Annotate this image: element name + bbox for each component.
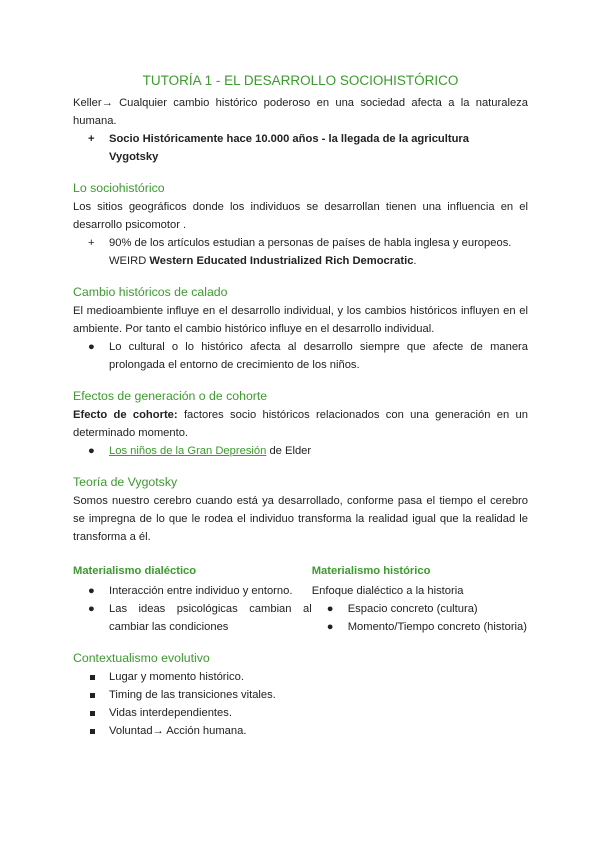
gran-depresion-link[interactable]: Los niños de la Gran Depresión	[109, 445, 267, 457]
column-heading: Materialismo histórico	[311, 565, 431, 577]
list-item-text: Socio Históricamente hace 10.000 años - la llegada de la agricultura	[109, 133, 470, 145]
weird-expansion: Western Educated Industrialized Rich Democratic	[149, 255, 414, 267]
list-item	[73, 704, 528, 722]
list-item-text: 90% de los artículos estudian a personas de países de habla inglesa y europeos.	[109, 237, 512, 249]
square-bullet-icon	[90, 693, 95, 698]
section-heading: Cambio históricos de calado	[73, 285, 228, 299]
list-item	[73, 338, 528, 374]
definition-text: factores socio históricos relacionados con una generación en un determinado momento.	[73, 409, 528, 439]
cohorte-list	[73, 442, 528, 460]
definition-term: Efecto de cohorte:	[73, 409, 178, 421]
weird-suffix: .	[413, 255, 417, 267]
paragraph: El medioambiente influye en el desarrollo individual, y los cambios históricos influyen en el ambiente. Por tanto el cambio histórico influye en el desarrollo individual.	[73, 305, 528, 335]
list-item	[73, 668, 528, 686]
plus-bullet-icon: +	[88, 133, 95, 145]
list-item-text: Lugar y momento histórico.	[109, 671, 244, 683]
list-item-text: Vygotsky	[109, 151, 159, 163]
list-item-text: Vidas interdependientes.	[109, 707, 232, 719]
bullet-icon: ●	[326, 621, 334, 633]
list-item-text: Momento/Tiempo concreto (historia)	[347, 621, 527, 633]
list-item	[312, 618, 528, 636]
paragraph	[73, 406, 528, 442]
plus-bullet-icon: +	[88, 237, 95, 249]
list-item	[73, 582, 312, 600]
list-item-text: Timing de las transiciones vitales.	[109, 689, 276, 701]
bullet-icon: ●	[88, 585, 95, 597]
document-title: TUTORÍA 1 - EL DESARROLLO SOCIOHISTÓRICO	[142, 73, 459, 88]
list-item	[73, 442, 528, 460]
column-historico	[312, 562, 528, 636]
section-heading: Efectos de generación o de cohorte	[73, 389, 268, 403]
list-item-text: Las ideas psicológicas cambian al cambiar las condiciones	[109, 603, 312, 633]
keller-paragraph: Keller→ Cualquier cambio histórico poderoso en una sociedad afecta a la naturaleza humana.	[73, 97, 528, 127]
list-item	[73, 600, 312, 636]
square-bullet-icon	[90, 711, 95, 716]
list-item-text: Voluntad→ Acción humana.	[109, 725, 247, 737]
contextualismo-list	[73, 668, 528, 740]
list-item-text: de Elder	[266, 445, 312, 457]
list-item-text: Interacción entre individuo y entorno.	[109, 585, 293, 597]
column-dialectico	[73, 562, 312, 636]
bullet-icon: ●	[326, 603, 334, 615]
list-item	[73, 234, 528, 270]
list-item	[73, 722, 528, 740]
bullet-icon: ●	[88, 603, 95, 615]
section-heading: Contextualismo evolutivo	[73, 651, 210, 665]
weird-prefix: WEIRD	[109, 255, 150, 267]
square-bullet-icon	[90, 675, 95, 680]
list-item	[73, 686, 528, 704]
calado-list	[73, 338, 528, 374]
square-bullet-icon	[90, 729, 95, 734]
document-content	[73, 70, 528, 740]
dialectico-list	[73, 582, 312, 636]
list-item-text: Lo cultural o lo histórico afecta al desarrollo siempre que afecte de manera prolongada el entorno de crecimiento de los niños.	[109, 341, 528, 371]
two-column-block	[73, 562, 528, 636]
column-heading: Materialismo dialéctico	[73, 565, 197, 577]
list-item	[312, 600, 528, 618]
list-item-text: Espacio concreto (cultura)	[347, 603, 478, 615]
bullet-icon: ●	[88, 445, 95, 457]
historico-list	[312, 600, 528, 636]
bullet-icon: ●	[88, 341, 95, 353]
section-heading: Lo sociohistórico	[73, 181, 165, 195]
section-heading: Teoría de Vygotsky	[73, 475, 178, 489]
intro-list	[73, 130, 528, 166]
sociohistorico-list	[73, 234, 528, 270]
list-item	[73, 130, 528, 166]
paragraph: Somos nuestro cerebro cuando está ya desarrollado, conforme pasa el tiempo el cerebro se impregna de lo que le rodea el individuo transforma la realidad igual que la realidad le transforma a él.	[73, 495, 528, 543]
column-intro: Enfoque dialéctico a la historia	[311, 585, 464, 597]
paragraph: Los sitios geográficos donde los individuos se desarrollan tienen una influencia en el desarrollo psicomotor .	[73, 201, 528, 231]
